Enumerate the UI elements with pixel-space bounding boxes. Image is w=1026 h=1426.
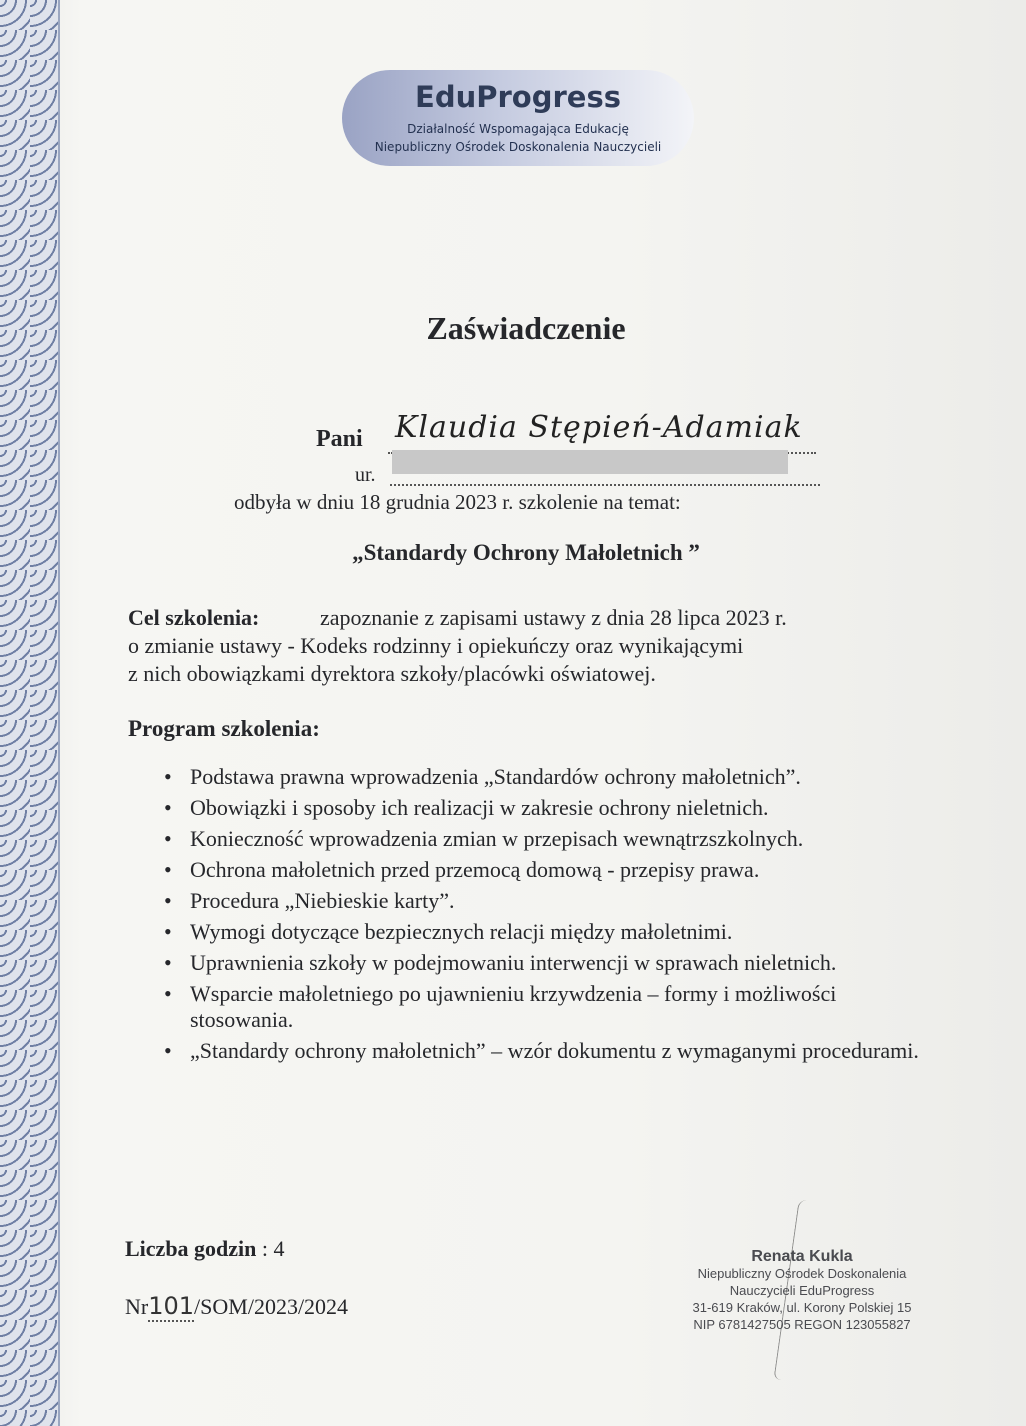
training-date-line: odbyła w dniu 18 grudnia 2023 r. szkolenie na temat: [234,490,681,514]
goal-line-1: zapoznanie z zapisami ustawy z dnia 28 lipca 2023 r. [320,605,787,630]
stamp-line-4: NIP 6781427505 REGON 123055827 [693,1317,911,1332]
goal-label: Cel szkolenia: [128,605,260,630]
salutation: Pani [316,426,363,452]
number-prefix: Nr [125,1294,149,1319]
program-item: • Wymogi dotyczące bezpiecznych relacji między małoletnimi. [164,919,924,945]
logo-line-1: Działalność Wspomagająca Edukację [407,122,629,136]
training-topic: „Standardy Ochrony Małoletnich ” [352,540,700,565]
birth-prefix: ur. [355,464,376,486]
number-suffix: /SOM/2023/2024 [194,1294,349,1319]
program-list [164,764,924,1069]
birth-dotted-line [390,484,820,486]
goal-line-3: z nich obowiązkami dyrektora szkoły/placówki oświatowej. [128,661,656,686]
goal-line-2: o zmianie ustawy - Kodeks rodzinny i opiekuńczy oraz wynikającymi [128,633,744,658]
redacted-birth-info [392,450,788,474]
logo-line-2: Niepubliczny Ośrodek Doskonalenia Nauczycieli [374,140,662,154]
decorative-border [0,0,60,1426]
program-item: • Wsparcie małoletniego po ujawnieniu krzywdzenia – formy i możliwości stosowania. [164,981,924,1033]
program-item: • „Standardy ochrony małoletnich” – wzór dokumentu z wymaganymi procedurami. [164,1038,924,1064]
program-item: • Uprawnienia szkoły w podejmowaniu interwencji w sprawach nieletnich. [164,950,924,976]
program-label: Program szkolenia: [128,716,320,741]
program-item: • Konieczność wprowadzenia zmian w przepisach wewnątrzszkolnych. [164,826,924,852]
eduprogress-logo [342,70,694,166]
document-number [125,1292,348,1320]
program-item: • Podstawa prawna wprowadzenia „Standardów ochrony małoletnich”. [164,764,924,790]
stamp-line-3: 31-619 Kraków, ul. Korony Polskiej 15 [692,1300,912,1315]
recipient-name-handwritten: Klaudia Stępień-Adamiak [395,410,803,445]
program-item: • Ochrona małoletnich przed przemocą domową - przepisy prawa. [164,857,924,883]
hours-separator: : [256,1236,274,1261]
logo-name: EduProgress [415,80,621,114]
document-title: Zaświadczenie [426,310,626,346]
program-item: • Obowiązki i sposoby ich realizacji w zakresie ochrony nieletnich. [164,795,924,821]
hours-row [125,1236,285,1262]
stamp-line-1: Niepubliczny Ośrodek Doskonalenia [697,1266,907,1281]
hours-label: Liczba godzin [125,1236,257,1261]
number-handwritten: 101 [148,1292,195,1320]
official-stamp [684,1248,920,1333]
program-item: • Procedura „Niebieskie karty”. [164,888,924,914]
stamp-line-2: Nauczycieli EduProgress [729,1283,875,1298]
hours-value: 4 [273,1236,285,1261]
stamp-name: Renata Kukla [751,1248,853,1265]
